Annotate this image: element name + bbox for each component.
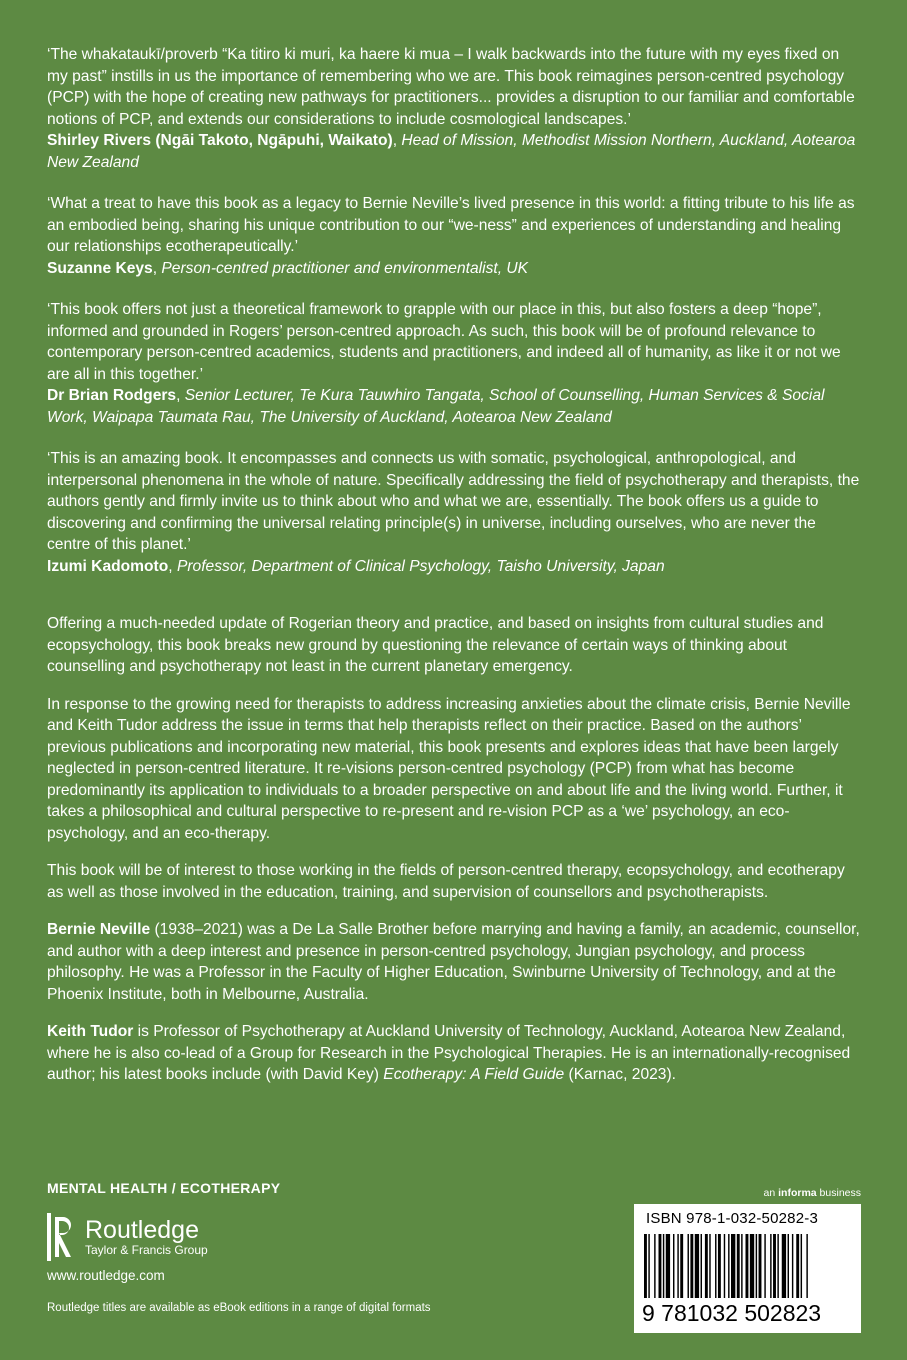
- endorser-name: Izumi Kadomoto: [47, 557, 169, 575]
- endorser-name: Shirley Rivers (Ngāi Takoto, Ngāpuhi, Waikato): [47, 132, 393, 149]
- publisher-group: Taylor & Francis Group: [85, 1243, 208, 1257]
- endorsement-attribution: Dr Brian Rodgers, Senior Lecturer, Te Kura Tauwhiro Tangata, School of Counselling, Human Services & Social Work, Waipapa Taumata Rau, The University of Auckland, Aotearoa New Zealand: [47, 387, 825, 426]
- author-bio-neville: [47, 919, 862, 1005]
- informa-brand: informa: [778, 1187, 817, 1199]
- informa-tag: [764, 1187, 861, 1199]
- subject-category: MENTAL HEALTH / ECOTHERAPY: [47, 1180, 281, 1196]
- isbn-label: ISBN 978-1-032-50282-3: [646, 1210, 819, 1227]
- author-bio-tudor: [47, 1021, 862, 1086]
- routledge-logo-icon: [47, 1213, 75, 1261]
- author-bio-end: (Karnac, 2023).: [564, 1066, 676, 1083]
- book-title: Ecotherapy: A Field Guide: [383, 1066, 565, 1083]
- description-paragraph-1: Offering a much-needed update of Rogerian theory and practice, and based on insights from cultural studies and ecopsychology, this book breaks new ground by questioning the relevance of certain ways of thinking about counselling and psychotherapy not least in the current planetary emergency.: [47, 615, 824, 675]
- back-cover-text: [47, 44, 862, 1102]
- author-bio-text: is Professor of Psychotherapy at Auckland University of Technology, Auckland, Aotearoa New Zealand, where he is also co-lead of a Group for Research in the Psychological Therapies. He is an internationally-recognised author; his latest books include (with David Key): [47, 1023, 851, 1083]
- publisher-text: [85, 1217, 208, 1257]
- endorsement-attribution: Izumi Kadomoto, Professor, Department of Clinical Psychology, Taisho University, Japan: [47, 557, 665, 575]
- endorsement-quote: ‘What a treat to have this book as a legacy to Bernie Neville’s lived presence in this world: a fitting tribute to his life as an embodied being, sharing his unique contribution to our “we-ness” and experiences of understanding and healing our relationships ecotherapeutically.’: [47, 195, 855, 255]
- endorsement-quote: ‘This is an amazing book. It encompasses and connects us with somatic, psychological, anthropological, and interpersonal phenomena in the whole of nature. Specifically addressing the field of psychotherapy and therapists, the authors gently and firmly invite us to think about who and what we are, essentially. The book offers us a guide to discovering and confirming the universal relating principle(s) in universe, including ourselves, who are never the centre of this planet.’: [47, 450, 860, 553]
- endorser-name: Dr Brian Rodgers: [47, 387, 177, 404]
- endorsement-1: [47, 44, 862, 173]
- author-name: Bernie Neville: [47, 921, 151, 938]
- endorser-role: Head of Mission, Methodist Mission Northern, Auckland, Aotearoa New Zealand: [47, 132, 856, 171]
- publisher-name: Routledge: [85, 1216, 199, 1244]
- endorsement-4: [47, 448, 862, 577]
- publisher-url[interactable]: www.routledge.com: [47, 1268, 165, 1283]
- endorser-role: Person-centred practitioner and environmentalist, UK: [161, 259, 529, 277]
- informa-suffix: business: [816, 1187, 861, 1199]
- ebook-note: Routledge titles are available as eBook editions in a range of digital formats: [47, 1302, 431, 1314]
- author-bio-text: (1938–2021) was a De La Salle Brother before marrying and having a family, an academic, counsellor, and author with a deep interest and presence in person-centred psychology, Jungian psychology, and process philosophy. He was a Professor in the Faculty of Higher Education, Swinburne University of Technology, and at the Phoenix Institute, both in Melbourne, Australia.: [47, 921, 860, 1003]
- endorsement-2: [47, 193, 862, 279]
- endorsement-attribution: Suzanne Keys, Person-centred practitioner and environmentalist, UK: [47, 259, 529, 277]
- description-paragraph-3: This book will be of interest to those working in the fields of person-centred therapy, ecopsychology, and ecotherapy as well as those involved in the education, training, and supervision of counsellors and psychotherapists.: [47, 862, 845, 901]
- barcode-digits: 9 781032 502823: [642, 1298, 852, 1328]
- description-paragraph-2: In response to the growing need for therapists to address increasing anxieties about the climate crisis, Bernie Neville and Keith Tudor address the issue in terms that help therapists reflect on their practice. Based on the authors’ previous publications and incorporating new material, this book presents and explores ideas that have been largely neglected in person-centred literature. It re-visions person-centred psychology (PCP) from what has become predominantly its application to individuals to a broader perspective on and about life and the living world. Further, it takes a philosophical and cultural perspective to re-present and re-vision PCP as a ‘we’ psychology, an eco-psychology, and an eco-therapy.: [47, 695, 851, 842]
- endorser-name: Suzanne Keys: [47, 259, 153, 277]
- endorser-role: Senior Lecturer, Te Kura Tauwhiro Tangata, School of Counselling, Human Services & Social Work, Waipapa Taumata Rau, The University of Auckland, Aotearoa New Zealand: [47, 387, 825, 426]
- endorser-role: Professor, Department of Clinical Psychology, Taisho University, Japan: [176, 557, 665, 575]
- endorsement-quote: ‘This book offers not just a theoretical framework to grapple with our place in this, but also fosters a deep “hope”, informed and grounded in Rogers’ person-centred approach. As such, this book will be of profound relevance to contemporary person-centred academics, students and practitioners, and indeed all of humanity, as like it or not we are all in this together.’: [47, 301, 841, 383]
- publisher-block: [47, 1213, 208, 1261]
- author-name: Keith Tudor: [47, 1023, 134, 1040]
- informa-prefix: an: [763, 1187, 779, 1199]
- isbn-barcode: [634, 1204, 861, 1333]
- endorsement-3: [47, 299, 862, 428]
- endorsement-attribution: Shirley Rivers (Ngāi Takoto, Ngāpuhi, Waikato), Head of Mission, Methodist Mission Northern, Auckland, Aotearoa New Zealand: [47, 132, 856, 171]
- endorsement-quote: ‘The whakataukī/proverb “Ka titiro ki muri, ka haere ki mua – I walk backwards into the future with my eyes fixed on my past” instills in us the importance of remembering who we are. This book reimagines person-centred psychology (PCP) with the hope of creating new pathways for practitioners... provides a disruption to our familiar and comfortable notions of PCP, and extends our considerations to include cosmological landscapes.’: [47, 46, 855, 128]
